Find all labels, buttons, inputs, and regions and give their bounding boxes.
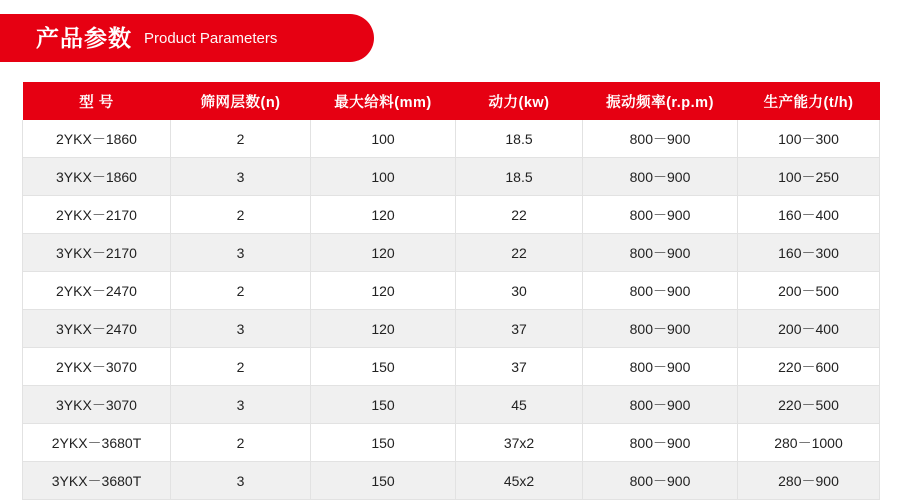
- table-cell: 150: [311, 424, 456, 462]
- table-column-header: 振动频率(r.p.m): [583, 82, 738, 120]
- table-cell: 18.5: [456, 158, 583, 196]
- table-cell: 3: [171, 158, 311, 196]
- table-cell: 150: [311, 348, 456, 386]
- table-column-header: 动力(kw): [456, 82, 583, 120]
- table-cell: 3: [171, 386, 311, 424]
- table-column-header: 最大给料(mm): [311, 82, 456, 120]
- table-cell: 30: [456, 272, 583, 310]
- table-cell: 3YKX－2470: [23, 310, 171, 348]
- table-cell: 150: [311, 386, 456, 424]
- table-column-header: 型 号: [23, 82, 171, 120]
- table-cell: 100: [311, 158, 456, 196]
- table-cell: 3YKX－3070: [23, 386, 171, 424]
- table-column-header: 筛网层数(n): [171, 82, 311, 120]
- table-cell: 2YKX－2470: [23, 272, 171, 310]
- table-cell: 200－400: [738, 310, 880, 348]
- table-cell: 2YKX－2170: [23, 196, 171, 234]
- table-row: [23, 196, 880, 234]
- table-row: [23, 462, 880, 500]
- table-cell: 100: [311, 120, 456, 158]
- table-cell: 2: [171, 120, 311, 158]
- table-cell: 22: [456, 234, 583, 272]
- table-cell: 3: [171, 234, 311, 272]
- table-cell: 45: [456, 386, 583, 424]
- parameters-table-container: [22, 82, 879, 500]
- section-header-banner: [0, 14, 374, 62]
- table-cell: 3: [171, 310, 311, 348]
- table-cell: 2: [171, 424, 311, 462]
- table-header-row: [23, 82, 880, 120]
- table-row: [23, 120, 880, 158]
- table-cell: 37: [456, 310, 583, 348]
- table-cell: 280－1000: [738, 424, 880, 462]
- table-cell: 160－400: [738, 196, 880, 234]
- table-row: [23, 234, 880, 272]
- table-cell: 120: [311, 196, 456, 234]
- table-cell: 800－900: [583, 158, 738, 196]
- page-title-cn: 产品参数: [36, 24, 132, 51]
- table-cell: 800－900: [583, 348, 738, 386]
- table-cell: 150: [311, 462, 456, 500]
- table-cell: 18.5: [456, 120, 583, 158]
- table-cell: 45x2: [456, 462, 583, 500]
- table-cell: 3YKX－3680T: [23, 462, 171, 500]
- table-cell: 800－900: [583, 234, 738, 272]
- table-cell: 37: [456, 348, 583, 386]
- page-title-en: Product Parameters: [144, 29, 278, 47]
- table-row: [23, 310, 880, 348]
- table-row: [23, 272, 880, 310]
- table-cell: 3YKX－1860: [23, 158, 171, 196]
- table-cell: 2YKX－1860: [23, 120, 171, 158]
- table-cell: 2YKX－3070: [23, 348, 171, 386]
- table-cell: 160－300: [738, 234, 880, 272]
- table-row: [23, 348, 880, 386]
- table-cell: 3YKX－2170: [23, 234, 171, 272]
- table-row: [23, 386, 880, 424]
- table-column-header: 生产能力(t/h): [738, 82, 880, 120]
- table-cell: 22: [456, 196, 583, 234]
- table-cell: 2: [171, 348, 311, 386]
- table-cell: 800－900: [583, 120, 738, 158]
- table-cell: 800－900: [583, 424, 738, 462]
- table-cell: 120: [311, 234, 456, 272]
- table-cell: 2YKX－3680T: [23, 424, 171, 462]
- table-cell: 3: [171, 462, 311, 500]
- table-cell: 120: [311, 272, 456, 310]
- table-cell: 2: [171, 272, 311, 310]
- table-cell: 800－900: [583, 196, 738, 234]
- table-cell: 100－300: [738, 120, 880, 158]
- table-head: [23, 82, 880, 120]
- table-cell: 2: [171, 196, 311, 234]
- table-cell: 200－500: [738, 272, 880, 310]
- table-cell: 120: [311, 310, 456, 348]
- table-cell: 220－500: [738, 386, 880, 424]
- table-row: [23, 158, 880, 196]
- table-cell: 800－900: [583, 310, 738, 348]
- table-cell: 220－600: [738, 348, 880, 386]
- table-cell: 100－250: [738, 158, 880, 196]
- table-cell: 800－900: [583, 386, 738, 424]
- table-cell: 280－900: [738, 462, 880, 500]
- table-cell: 37x2: [456, 424, 583, 462]
- table-body: [23, 120, 880, 500]
- table-cell: 800－900: [583, 462, 738, 500]
- parameters-table: [22, 82, 880, 500]
- table-row: [23, 424, 880, 462]
- table-cell: 800－900: [583, 272, 738, 310]
